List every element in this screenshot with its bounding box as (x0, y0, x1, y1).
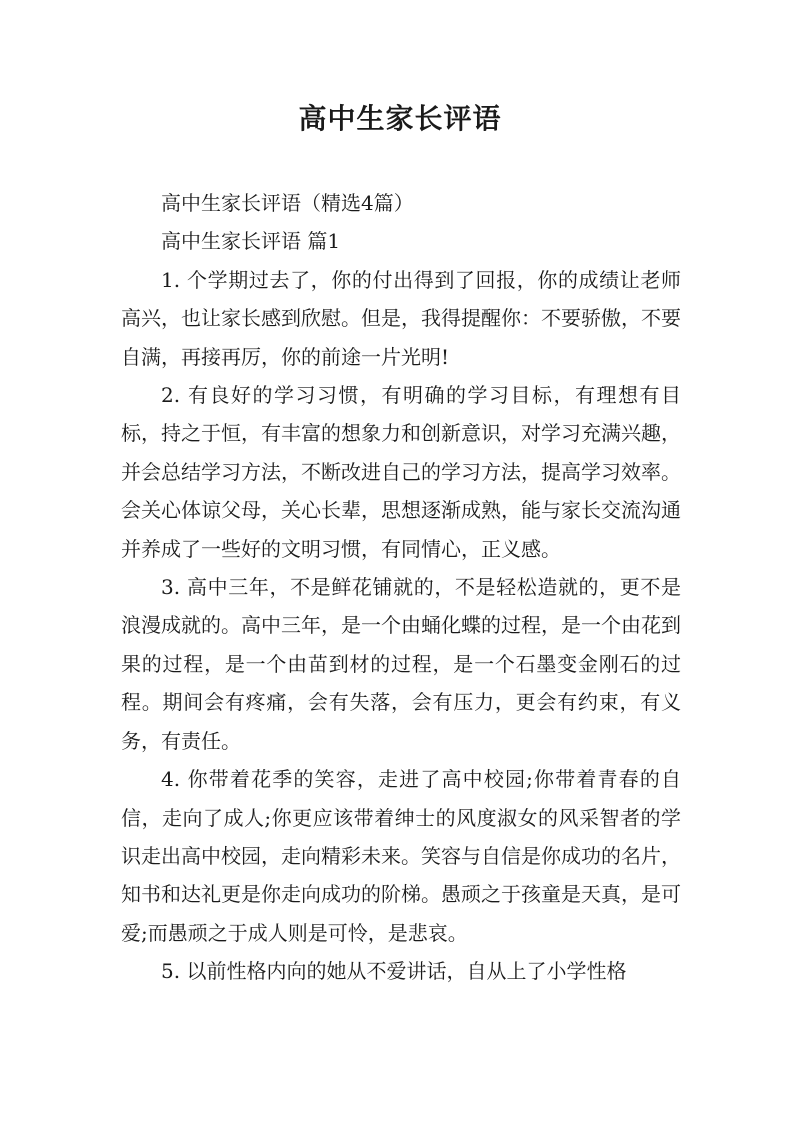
document-title: 高中生家长评语 (298, 102, 502, 135)
paragraph-5: 5. 以前性格内向的她从不爱讲话，自从上了小学性格 (161, 959, 627, 984)
paragraph-4: 4. 你带着花季的笑容，走进了高中校园;你带着青春的自信，走向了成人;你更应该带着绅士的风度淑女的风采智者的学识走出高中校园，走向精彩未来。笑容与自信是你成功的名片，知书和达礼更是你走向成功的阶梯。愚顽之于孩童是天真，是可爱;而愚顽之于成人则是可怜，是悲哀。 (121, 767, 681, 945)
paragraph-3: 3. 高中三年，不是鲜花铺就的，不是轻松造就的，更不是浪漫成就的。高中三年，是一个由蛹化蝶的过程，是一个由花到果的过程，是一个由苗到材的过程，是一个石墨变金刚石的过程。期间会有疼痛，会有失落，会有压力，更会有约束，有义务，有责任。 (121, 575, 681, 753)
document-subtitle: 高中生家长评语（精选4篇） (161, 191, 414, 215)
paragraph-2: 2. 有良好的学习习惯，有明确的学习目标，有理想有目标，持之于恒，有丰富的想象力和创新意识，对学习充满兴趣，并会总结学习方法，不断改进自己的学习方法，提高学习效率。会关心体谅父母，关心长辈，思想逐渐成熟，能与家长交流沟通并养成了一些好的文明习惯，有同情心，正义感。 (121, 383, 681, 561)
document-body (121, 184, 681, 991)
paragraph-1: 1. 个学期过去了，你的付出得到了回报，你的成绩让老师高兴，也让家长感到欣慰。但是，我得提醒你：不要骄傲，不要自满，再接再厉，你的前途一片光明! (121, 267, 681, 369)
section-heading: 高中生家长评语 篇1 (161, 229, 341, 254)
